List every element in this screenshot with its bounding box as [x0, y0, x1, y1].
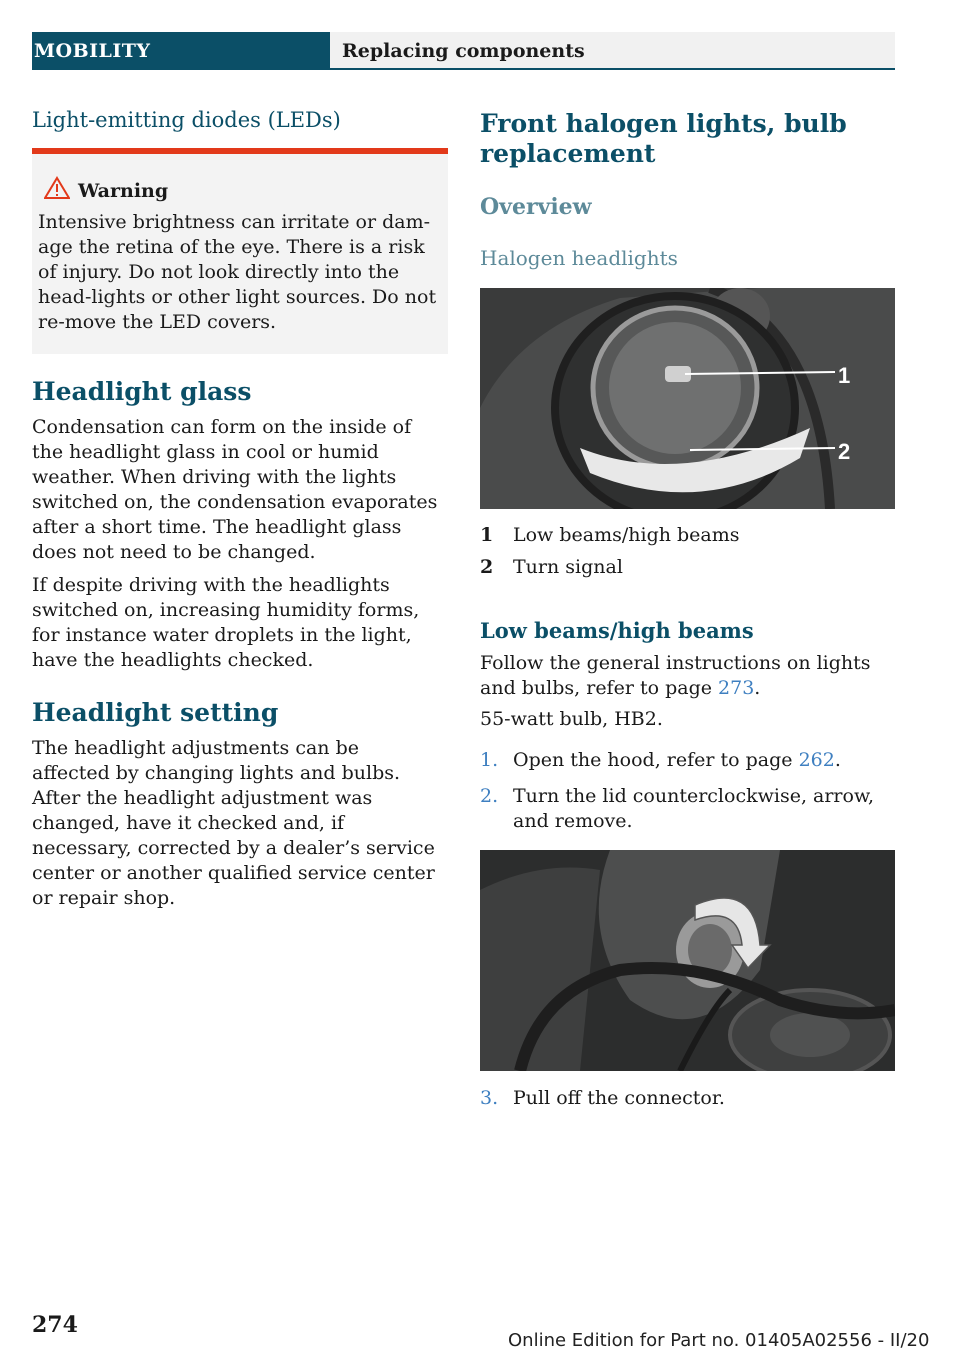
warning-icon: [44, 176, 70, 200]
edition-footer: Online Edition for Part no. 01405A02556 - II/20: [508, 1330, 930, 1351]
chapter-title: Replacing components: [330, 32, 895, 70]
section-tab: MOBILITY: [32, 32, 330, 70]
step-text: Pull off the connector.: [513, 1087, 725, 1109]
page-header: [32, 32, 895, 70]
headlight-setting-paragraph: The headlight adjustments can be affected by changing lights and bulbs. After the headlight adjustment was changed, have it checked and, if necessary, corrected by a dealer’s service center or another qualified service center or repair shop.: [32, 737, 435, 909]
halogen-headlights-heading: Halogen headlights: [480, 246, 678, 270]
page-link-273[interactable]: 273: [718, 677, 755, 699]
bulb-spec: 55-watt bulb, HB2.: [480, 708, 663, 730]
photo-callout-2: 2: [838, 439, 851, 464]
headlight-glass-heading: Headlight glass: [32, 377, 252, 406]
lid-removal-photo: [480, 850, 895, 1071]
warning-text: Intensive brightness can irritate or dam-age the retina of the eye. There is a risk of injury. Do not look directly into the head-lights or other light sources. Do not re-move the LED covers.: [38, 211, 437, 333]
low-beams-text: Follow the general instructions on lights and bulbs, refer to page: [480, 652, 871, 699]
legend-number: 1: [480, 524, 494, 546]
headlight-illustration: [480, 288, 895, 509]
headlight-setting-heading: Headlight setting: [32, 698, 279, 727]
page-number: 274: [32, 1312, 78, 1338]
photo-callout-1: 1: [838, 363, 851, 388]
lid-illustration: [480, 850, 895, 1071]
legend-number: 2: [480, 556, 494, 578]
page-link-262[interactable]: 262: [798, 749, 835, 771]
warning-title: Warning: [78, 180, 169, 202]
step-text-end: .: [834, 749, 841, 771]
overview-heading: Overview: [480, 194, 592, 220]
led-heading: Light-emitting diodes (LEDs): [32, 108, 341, 132]
warning-box: [32, 148, 448, 354]
legend-text: Low beams/high beams: [513, 524, 740, 546]
step-text-part: Open the hood, refer to page: [513, 749, 799, 771]
legend-text: Turn signal: [513, 556, 623, 578]
low-beams-text-end: .: [754, 677, 761, 699]
step-number: 3.: [480, 1087, 499, 1109]
step-number: 2.: [480, 785, 499, 807]
headlight-glass-paragraph-2: If despite driving with the headlights switched on, increasing humidity forms, for instance water droplets in the light, have the headlights checked.: [32, 574, 420, 671]
headlight-glass-paragraph-1: Condensation can form on the inside of the headlight glass in cool or humid weather. When driving with the lights switched on, the condensation evaporates after a short time. The headlight glass does not need to be changed.: [32, 416, 438, 563]
halogen-main-heading: Front halogen lights, bulb replacement: [480, 109, 847, 168]
step-text: Turn the lid counterclockwise, arrow, and remove.: [513, 785, 874, 832]
step-text: [513, 748, 841, 773]
step-number: 1.: [480, 749, 499, 771]
low-beams-heading: Low beams/high beams: [480, 618, 754, 643]
halogen-headlight-photo: [480, 288, 895, 509]
low-beams-paragraph: [480, 651, 890, 701]
